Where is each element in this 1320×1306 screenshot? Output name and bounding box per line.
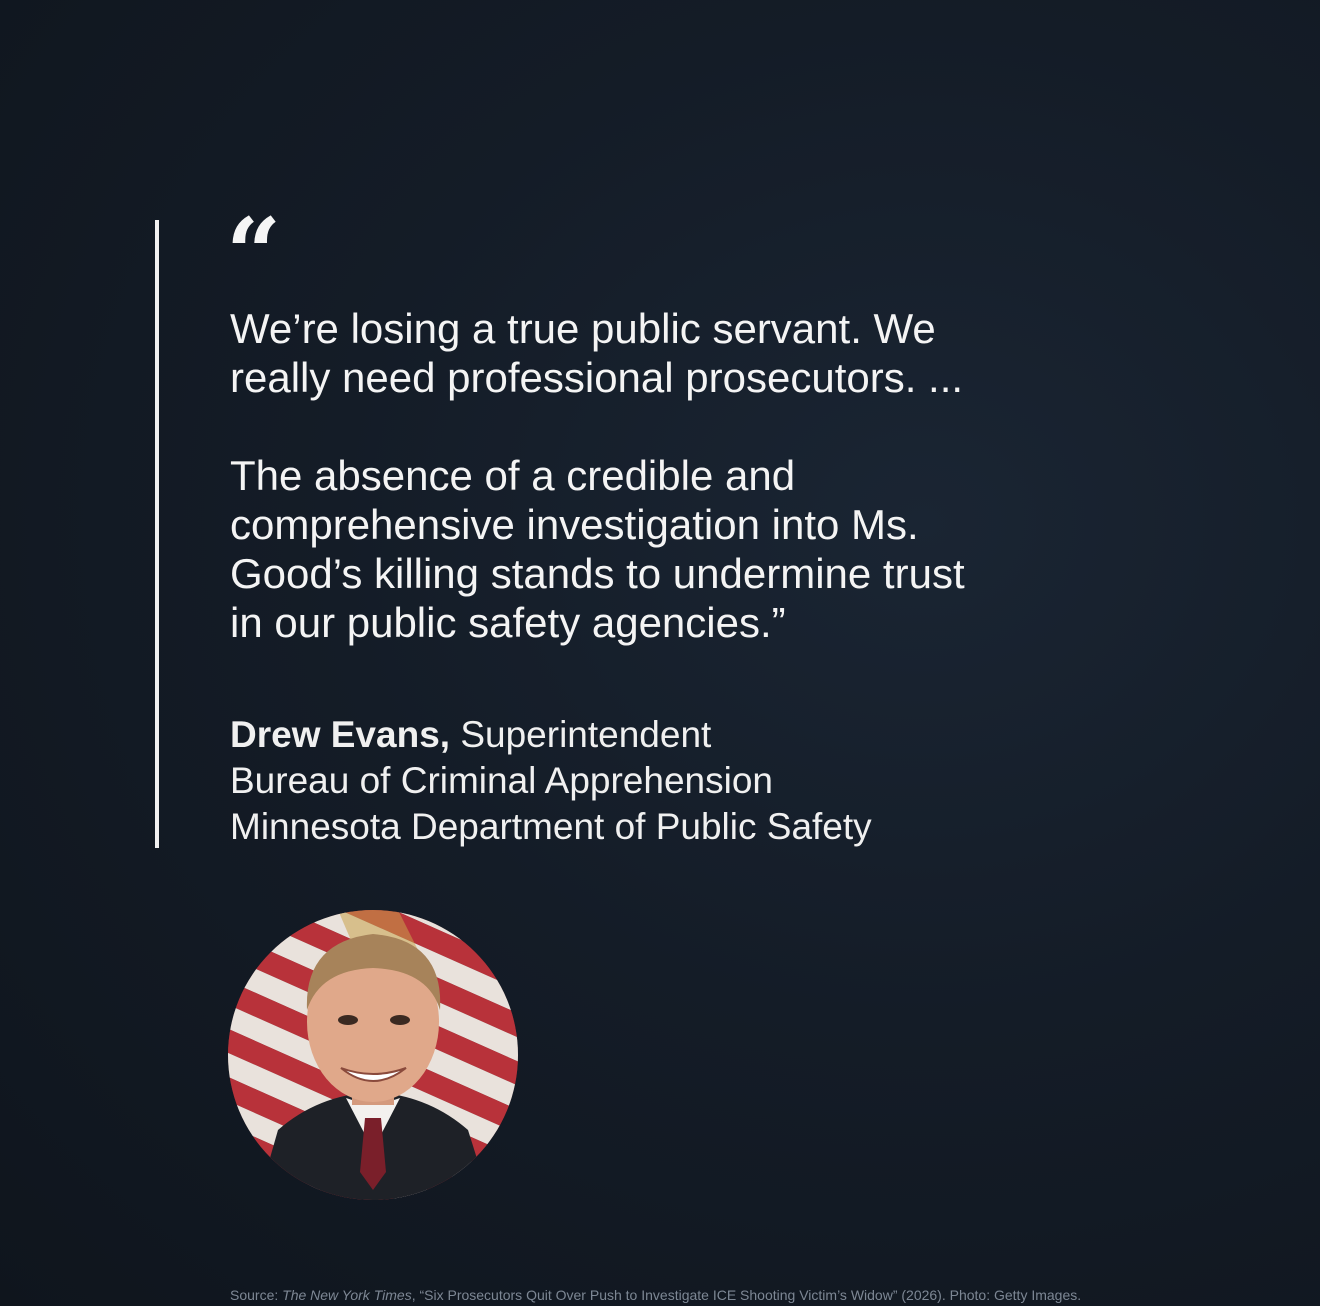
attribution [230, 712, 872, 850]
speaker-name: Drew Evans, [230, 714, 451, 755]
left-eye [338, 1015, 358, 1025]
speaker-title: Superintendent [450, 714, 712, 755]
open-quote-icon: “ [226, 197, 276, 310]
source-prefix: Source: [230, 1287, 283, 1303]
quote-line: We’re losing a true public servant. We [230, 305, 936, 352]
quote-accent-bar [155, 220, 159, 848]
portrait-illustration [228, 910, 518, 1200]
speaker-bureau: Bureau of Criminal Apprehension [230, 760, 773, 801]
right-eye [390, 1015, 410, 1025]
quote-line: really need professional prosecutors. ... [230, 354, 964, 401]
source-details: , “Six Prosecutors Quit Over Push to Investigate ICE Shooting Victim’s Widow” (2026). Photo: Getty Images. [411, 1287, 1082, 1303]
quote-line: The absence of a credible and [230, 452, 796, 499]
quote-paragraph-2 [230, 451, 1130, 647]
quote-line: Good’s killing stands to undermine trust [230, 550, 965, 597]
quote-line: in our public safety agencies.” [230, 599, 786, 646]
speaker-department: Minnesota Department of Public Safety [230, 806, 872, 847]
quote-paragraph-1 [230, 304, 1130, 402]
portrait-photo [228, 910, 518, 1200]
source-publication: The New York Times [282, 1287, 412, 1303]
quote-body [230, 304, 1130, 647]
quote-line: comprehensive investigation into Ms. [230, 501, 919, 548]
source-credit [230, 1286, 1081, 1304]
attribution-line-1 [230, 712, 872, 758]
